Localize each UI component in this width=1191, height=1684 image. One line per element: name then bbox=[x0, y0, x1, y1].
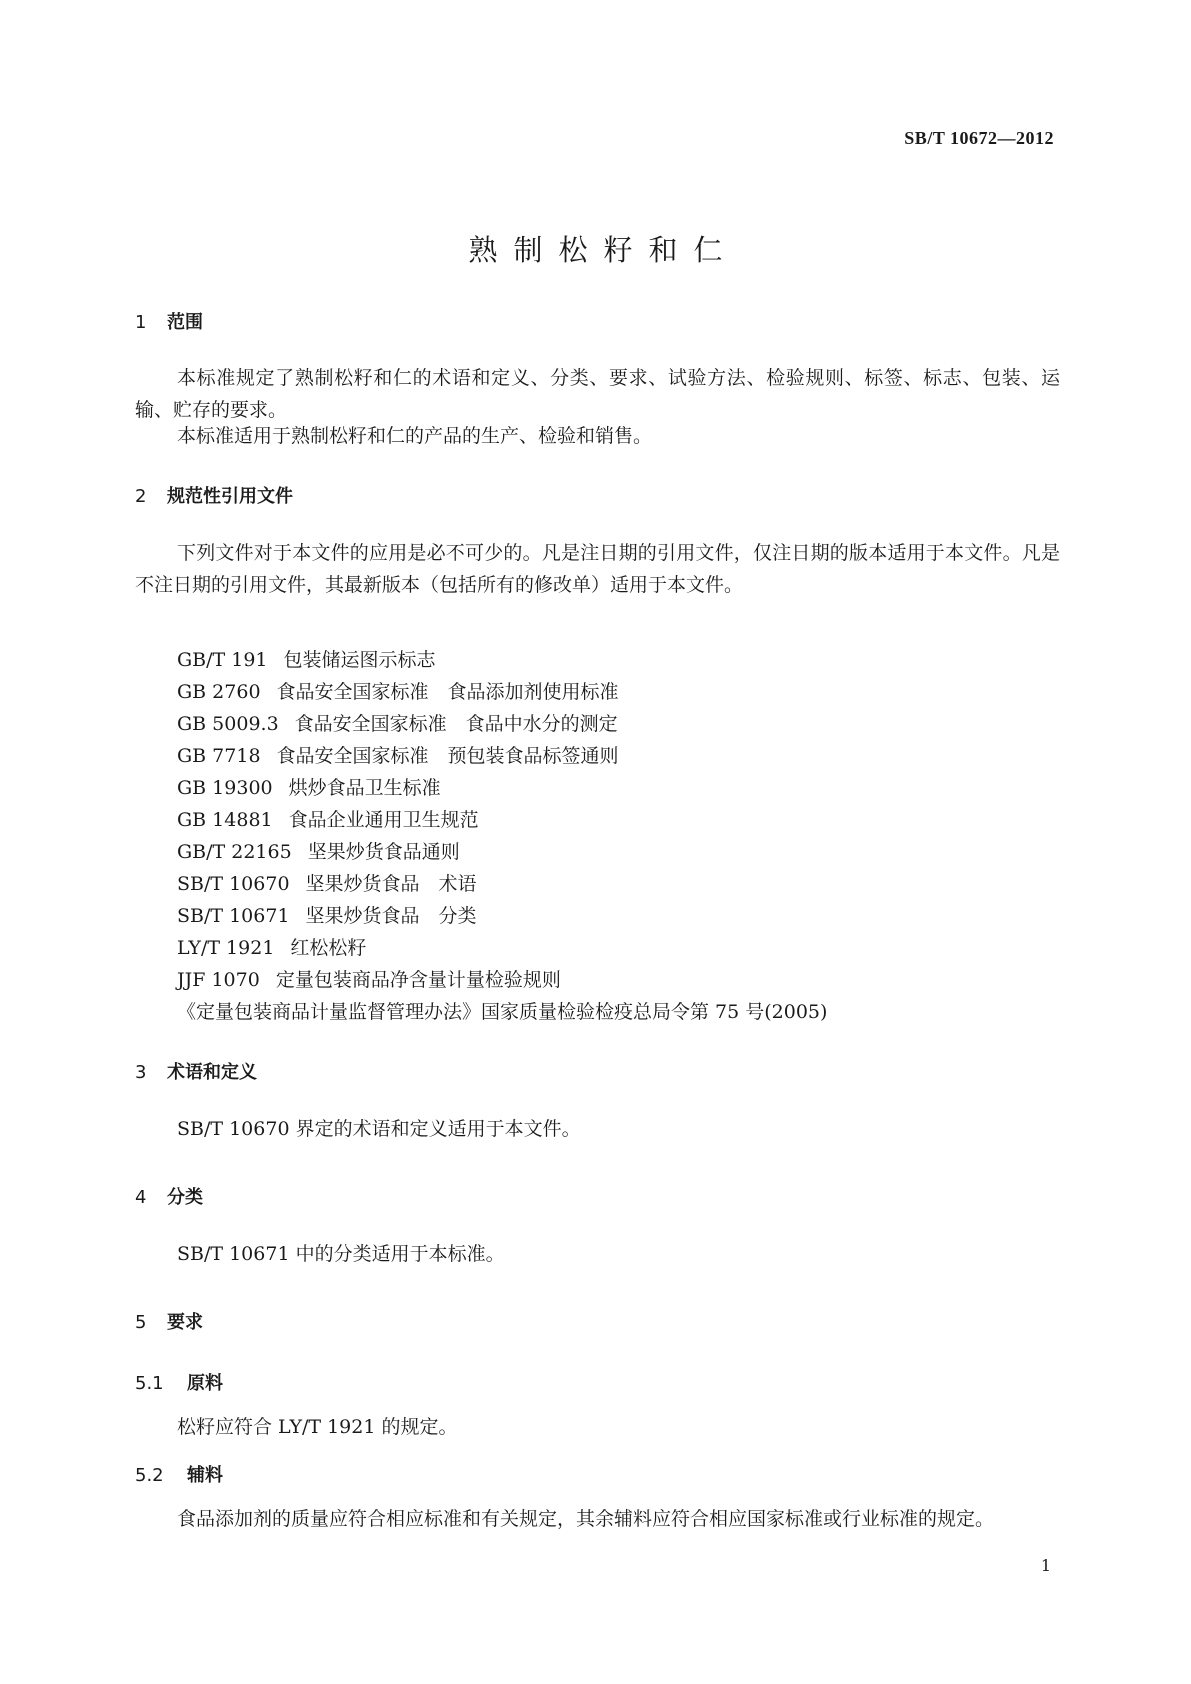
reference-regulation: 《定量包装商品计量监督管理办法》国家质量检验检疫总局令第 75 号(2005) bbox=[177, 1001, 828, 1023]
reference-item bbox=[177, 932, 619, 964]
reference-code: SB/T 10670 bbox=[177, 873, 290, 895]
section-title: 范围 bbox=[167, 312, 203, 333]
reference-code: LY/T 1921 bbox=[177, 937, 275, 959]
reference-item bbox=[177, 740, 619, 772]
reference-title: 坚果炒货食品 分类 bbox=[305, 905, 477, 927]
normative-reference-list bbox=[177, 644, 619, 996]
standard-number: SB/T 10672—2012 bbox=[904, 128, 1054, 148]
reference-title: 坚果炒货食品 术语 bbox=[305, 873, 477, 895]
reference-code: JJF 1070 bbox=[177, 969, 260, 991]
reference-title: 烘炒食品卫生标准 bbox=[288, 777, 441, 799]
section-4-paragraph-1: SB/T 10671 中的分类适用于本标准。 bbox=[177, 1243, 505, 1265]
reference-item bbox=[177, 676, 619, 708]
reference-title: 坚果炒货食品通则 bbox=[307, 841, 460, 863]
section-1-paragraph-1: 本标准规定了熟制松籽和仁的术语和定义、分类、要求、试验方法、检验规则、标签、标志、包装、运输、贮存的要求。 bbox=[135, 367, 1060, 421]
section-1-heading bbox=[135, 308, 203, 334]
section-number: 1 bbox=[135, 312, 147, 333]
section-3-paragraph-1: SB/T 10670 界定的术语和定义适用于本文件。 bbox=[177, 1118, 581, 1140]
subsection-title: 辅料 bbox=[187, 1465, 223, 1486]
reference-code: GB 7718 bbox=[177, 745, 261, 767]
reference-code: SB/T 10671 bbox=[177, 905, 290, 927]
section-5-2-heading bbox=[135, 1461, 223, 1487]
section-number: 2 bbox=[135, 486, 147, 507]
section-5-2-paragraph-1: 食品添加剂的质量应符合相应标准和有关规定，其余辅料应符合相应国家标准或行业标准的规定。 bbox=[177, 1508, 995, 1530]
section-5-heading bbox=[135, 1308, 203, 1334]
reference-code: GB 19300 bbox=[177, 777, 273, 799]
reference-title: 定量包装商品净含量计量检验规则 bbox=[275, 969, 561, 991]
page-number: 1 bbox=[1040, 1556, 1051, 1575]
section-3-heading bbox=[135, 1058, 257, 1084]
reference-item bbox=[177, 964, 619, 996]
reference-title: 食品企业通用卫生规范 bbox=[288, 809, 479, 831]
section-title: 分类 bbox=[167, 1187, 203, 1208]
section-4-heading bbox=[135, 1183, 203, 1209]
reference-code: GB/T 22165 bbox=[177, 841, 292, 863]
reference-code: GB 2760 bbox=[177, 681, 261, 703]
document-title: 熟制松籽和仁 bbox=[468, 233, 739, 267]
section-5-1-heading bbox=[135, 1369, 223, 1395]
reference-title: 食品安全国家标准 食品中水分的测定 bbox=[294, 713, 618, 735]
reference-item bbox=[177, 900, 619, 932]
reference-item bbox=[177, 804, 619, 836]
subsection-number: 5.1 bbox=[135, 1373, 164, 1394]
section-number: 3 bbox=[135, 1062, 147, 1083]
section-2-heading bbox=[135, 482, 293, 508]
reference-title: 食品安全国家标准 预包装食品标签通则 bbox=[276, 745, 619, 767]
reference-item bbox=[177, 836, 619, 868]
subsection-title: 原料 bbox=[187, 1373, 223, 1394]
reference-item bbox=[177, 644, 619, 676]
section-number: 5 bbox=[135, 1312, 147, 1333]
section-title: 要求 bbox=[167, 1312, 203, 1333]
section-number: 4 bbox=[135, 1187, 147, 1208]
subsection-number: 5.2 bbox=[135, 1465, 164, 1486]
reference-title: 红松松籽 bbox=[290, 937, 367, 959]
reference-title: 包装储运图示标志 bbox=[283, 649, 436, 671]
section-1-paragraph-2: 本标准适用于熟制松籽和仁的产品的生产、检验和销售。 bbox=[177, 425, 653, 447]
reference-item bbox=[177, 772, 619, 804]
section-2-paragraph-1: 下列文件对于本文件的应用是必不可少的。凡是注日期的引用文件，仅注日期的版本适用于本文件。凡是不注日期的引用文件，其最新版本（包括所有的修改单）适用于本文件。 bbox=[135, 542, 1060, 596]
reference-code: GB/T 191 bbox=[177, 649, 268, 671]
section-5-1-paragraph-1: 松籽应符合 LY/T 1921 的规定。 bbox=[177, 1416, 458, 1438]
section-title: 规范性引用文件 bbox=[167, 486, 293, 507]
reference-title: 食品安全国家标准 食品添加剂使用标准 bbox=[276, 681, 619, 703]
reference-code: GB 14881 bbox=[177, 809, 273, 831]
section-title: 术语和定义 bbox=[167, 1062, 257, 1083]
reference-code: GB 5009.3 bbox=[177, 713, 279, 735]
reference-item bbox=[177, 708, 619, 740]
reference-item bbox=[177, 868, 619, 900]
